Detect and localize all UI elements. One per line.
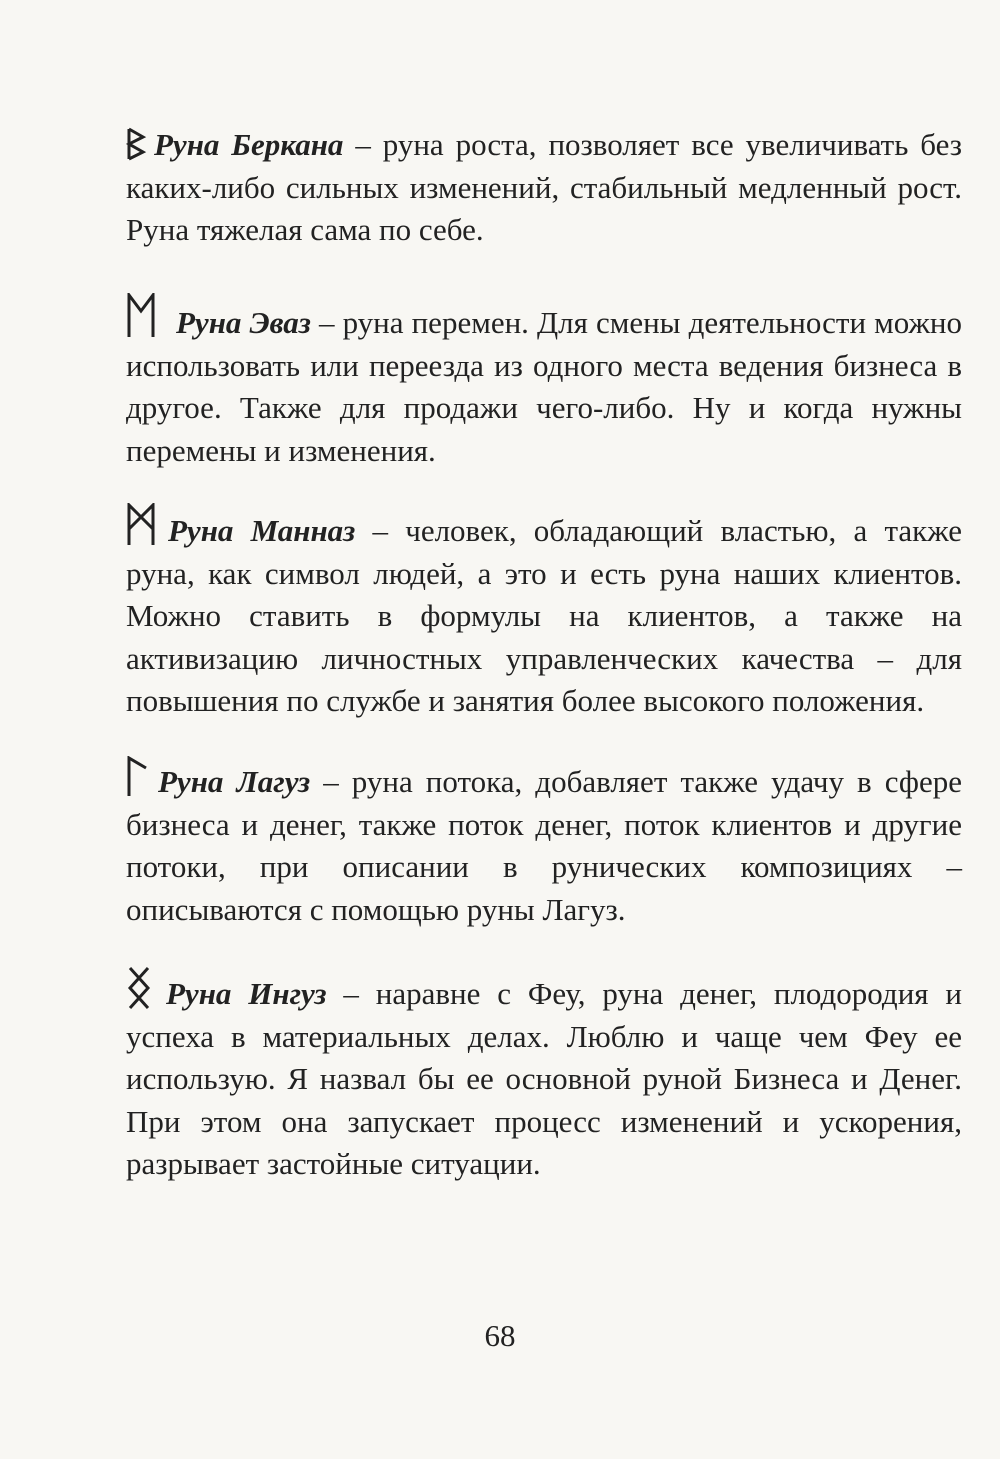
rune-description: – наравне с Феу, руна денег, плодородия и успеха в материальных делах. Люблю и чаще чем Феу ее использую. Я назвал бы ее основной руной Бизнеса и Денег. При этом она запускает процесс изменений и ускорения, разрывает застойные ситуации.: [126, 976, 962, 1181]
rune-description: – руна перемен. Для смены деятельности можно использовать или переезда из одного места ведения бизнеса в другое. Также для продажи чего-либо. Ну и когда нужны перемены и изменения.: [126, 305, 962, 468]
laguz-rune-icon: [126, 756, 150, 798]
rune-description: – человек, обладающий властью, а также руна, как символ людей, а это и есть руна наших клиентов. Можно ставить в формулы на клиентов, а также на активизацию личностных управленческих качества – для повышения по службе и занятия более высокого положения.: [126, 513, 963, 718]
rune-name: Руна Беркана: [154, 127, 344, 162]
rune-name: Руна Эваз: [176, 305, 311, 340]
rune-description: – руна потока, добавляет также удачу в сфере бизнеса и денег, также поток денег, поток клиентов и другие потоки, при описании в рунических композициях – описываются с помощью руны Лагуз.: [126, 764, 962, 927]
paragraph-inguz: [126, 966, 962, 1186]
mannaz-rune-icon: [126, 503, 156, 547]
rune-name: Руна Ингуз: [166, 976, 327, 1011]
rune-name: Руна Манназ: [168, 513, 356, 548]
inguz-rune-icon: [126, 966, 152, 1010]
paragraph-mannaz: [126, 503, 962, 723]
paragraph-ehwaz: [126, 293, 962, 472]
rune-name: Руна Лагуз: [158, 764, 311, 799]
rune-description: – руна роста, позволяет все увеличивать без каких-либо сильных изменений, стабильный медленный рост. Руна тяжелая сама по себе.: [126, 127, 962, 247]
paragraph-berkana: [126, 124, 962, 252]
ehwaz-rune-icon: [126, 293, 156, 339]
page-number: 68: [484, 1318, 516, 1353]
paragraph-laguz: [126, 756, 962, 931]
berkana-rune-icon: [126, 127, 148, 161]
